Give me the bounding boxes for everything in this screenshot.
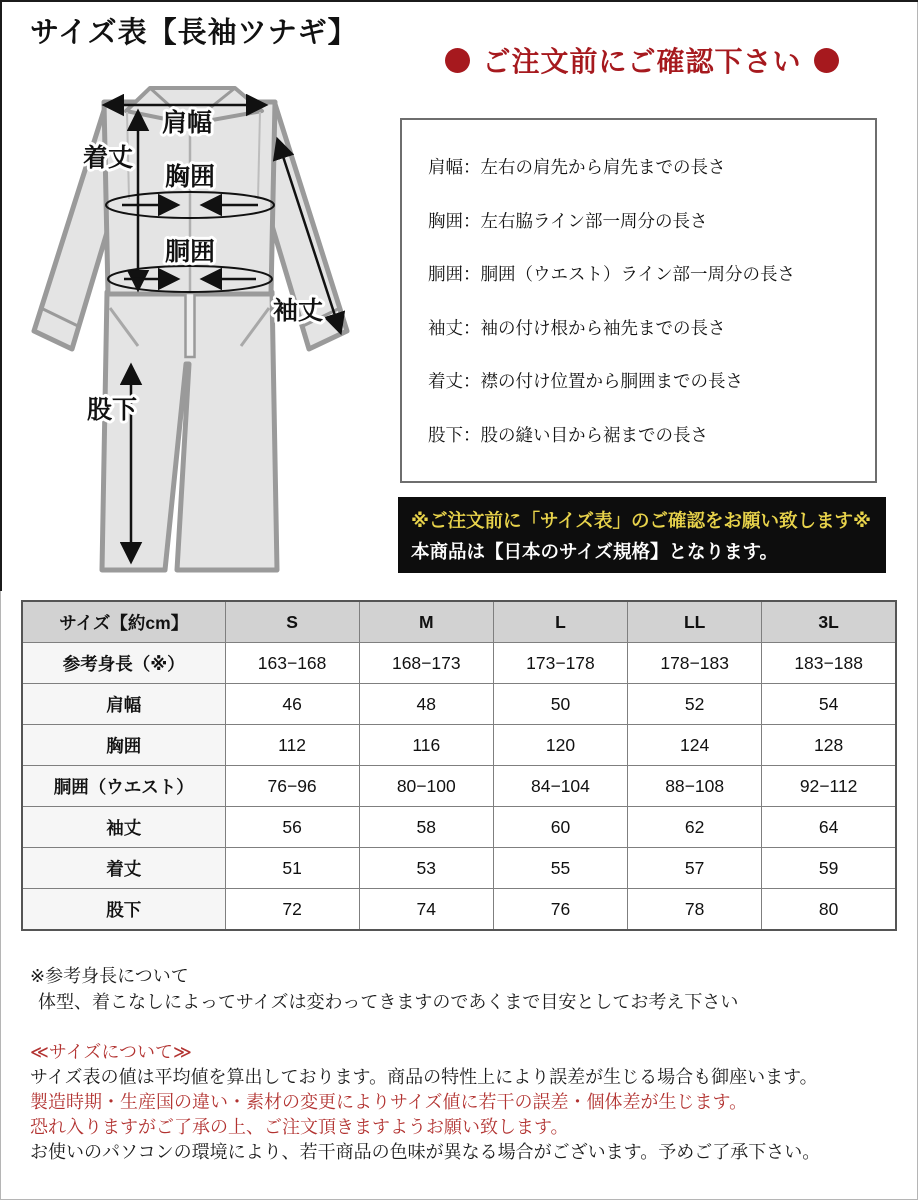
inseam-label: 股下 [86, 396, 138, 424]
cell-value: 76 [493, 889, 627, 931]
row-label-body-length: 着丈 [22, 848, 225, 889]
size-about-line3: 恐れ入りますがご了承の上、ご注文頂きますようお願い致します。 [30, 1117, 569, 1137]
cell-value: 78 [628, 889, 762, 931]
cell-value: 88−108 [628, 766, 762, 807]
cell-value: 173−178 [493, 643, 627, 684]
cell-value: 59 [762, 848, 896, 889]
table-row-sleeve [22, 807, 896, 848]
cell-value: 112 [225, 725, 359, 766]
table-row-height [22, 643, 896, 684]
size-about-line2: 製造時期・生産国の違い・素材の変更によりサイズ値に若干の誤差・個体差が生じます。 [30, 1092, 748, 1112]
size-table [21, 600, 897, 931]
table-row-body-length [22, 848, 896, 889]
size-column-l: L [493, 601, 627, 643]
cell-value: 56 [225, 807, 359, 848]
measurement-definitions-box [400, 118, 877, 483]
left-edge-line [0, 0, 2, 591]
cell-value: 50 [493, 684, 627, 725]
garment-outline-group [34, 88, 347, 570]
row-label-shoulder: 肩幅 [22, 684, 225, 725]
sleeve-length-label: 袖丈 [272, 297, 324, 325]
cell-value: 168−173 [359, 643, 493, 684]
row-label-sleeve: 袖丈 [22, 807, 225, 848]
size-notice-line2: 本商品は【日本のサイズ規格】となります。 [411, 540, 779, 562]
cell-value: 84−104 [493, 766, 627, 807]
definition-inseam: 股下：股の縫い目から裾までの長さ [428, 424, 708, 445]
cell-value: 163−168 [225, 643, 359, 684]
cell-value: 64 [762, 807, 896, 848]
reference-height-note [30, 963, 738, 1015]
size-about-notes [30, 1040, 820, 1165]
reference-height-note-title: ※参考身長について [30, 966, 189, 986]
cell-value: 62 [628, 807, 762, 848]
cell-value: 46 [225, 684, 359, 725]
coverall-measurement-diagram [26, 84, 370, 590]
size-column-ll: LL [628, 601, 762, 643]
table-row-inseam [22, 889, 896, 931]
cell-value: 80−100 [359, 766, 493, 807]
waist-label: 胴囲 [164, 238, 216, 266]
cell-value: 92−112 [762, 766, 896, 807]
cell-value: 54 [762, 684, 896, 725]
size-column-m: M [359, 601, 493, 643]
size-about-title: ≪サイズについて≫ [30, 1042, 192, 1062]
definition-body-length: 着丈：襟の付け位置から胴囲までの長さ [428, 371, 743, 392]
cell-value: 183−188 [762, 643, 896, 684]
cell-value: 178−183 [628, 643, 762, 684]
cell-value: 128 [762, 725, 896, 766]
cell-value: 74 [359, 889, 493, 931]
body-length-label: 着丈 [82, 144, 134, 172]
table-row-shoulder [22, 684, 896, 725]
reference-height-note-body: 体型、着こなしによってサイズは変わってきますのであくまで目安としてお考え下さい [38, 992, 739, 1012]
size-notice-box [398, 497, 886, 573]
size-about-line4: お使いのパソコンの環境により、若干商品の色味が異なる場合がございます。予めご了承下さい。 [30, 1142, 821, 1162]
row-label-height: 参考身長（※） [22, 643, 225, 684]
definition-chest: 胸囲：左右脇ライン部一周分の長さ [428, 210, 708, 231]
cell-value: 76−96 [225, 766, 359, 807]
shoulder-width-label: 肩幅 [161, 109, 213, 137]
definition-shoulder: 肩幅：左右の肩先から肩先までの長さ [428, 157, 726, 178]
size-column-s: S [225, 601, 359, 643]
cell-value: 57 [628, 848, 762, 889]
cell-value: 58 [359, 807, 493, 848]
cell-value: 48 [359, 684, 493, 725]
page-title: サイズ表【長袖ツナギ】 [30, 17, 358, 49]
size-about-line1: サイズ表の値は平均値を算出しております。商品の特性上により誤差が生じる場合も御座います。 [30, 1067, 818, 1087]
size-table-header-label: サイズ【約cm】 [22, 601, 225, 643]
bullet-icon [814, 48, 839, 73]
cell-value: 72 [225, 889, 359, 931]
cell-value: 116 [359, 725, 493, 766]
cell-value: 124 [628, 725, 762, 766]
table-row-waist [22, 766, 896, 807]
size-notice-line1: ※ご注文前に「サイズ表」のご確認をお願い致します※ [411, 509, 871, 531]
top-edge-line [0, 0, 918, 2]
order-notice-heading-text: ご注文前にご確認下さい [482, 46, 802, 77]
cell-value: 80 [762, 889, 896, 931]
definition-waist: 胴囲：胴囲（ウエスト）ライン部一周分の長さ [428, 264, 795, 285]
order-notice-heading [398, 42, 886, 78]
cell-value: 55 [493, 848, 627, 889]
row-label-inseam: 股下 [22, 889, 225, 931]
definition-sleeve: 袖丈：袖の付け根から袖先までの長さ [428, 317, 726, 338]
row-label-waist: 胴囲（ウエスト） [22, 766, 225, 807]
chest-label: 胸囲 [164, 163, 216, 191]
row-label-chest: 胸囲 [22, 725, 225, 766]
cell-value: 60 [493, 807, 627, 848]
bullet-icon [445, 48, 470, 73]
cell-value: 51 [225, 848, 359, 889]
cell-value: 52 [628, 684, 762, 725]
size-table-header-row [22, 601, 896, 643]
table-row-chest [22, 725, 896, 766]
cell-value: 120 [493, 725, 627, 766]
size-column-3l: 3L [762, 601, 896, 643]
cell-value: 53 [359, 848, 493, 889]
fly-placket [186, 293, 195, 357]
